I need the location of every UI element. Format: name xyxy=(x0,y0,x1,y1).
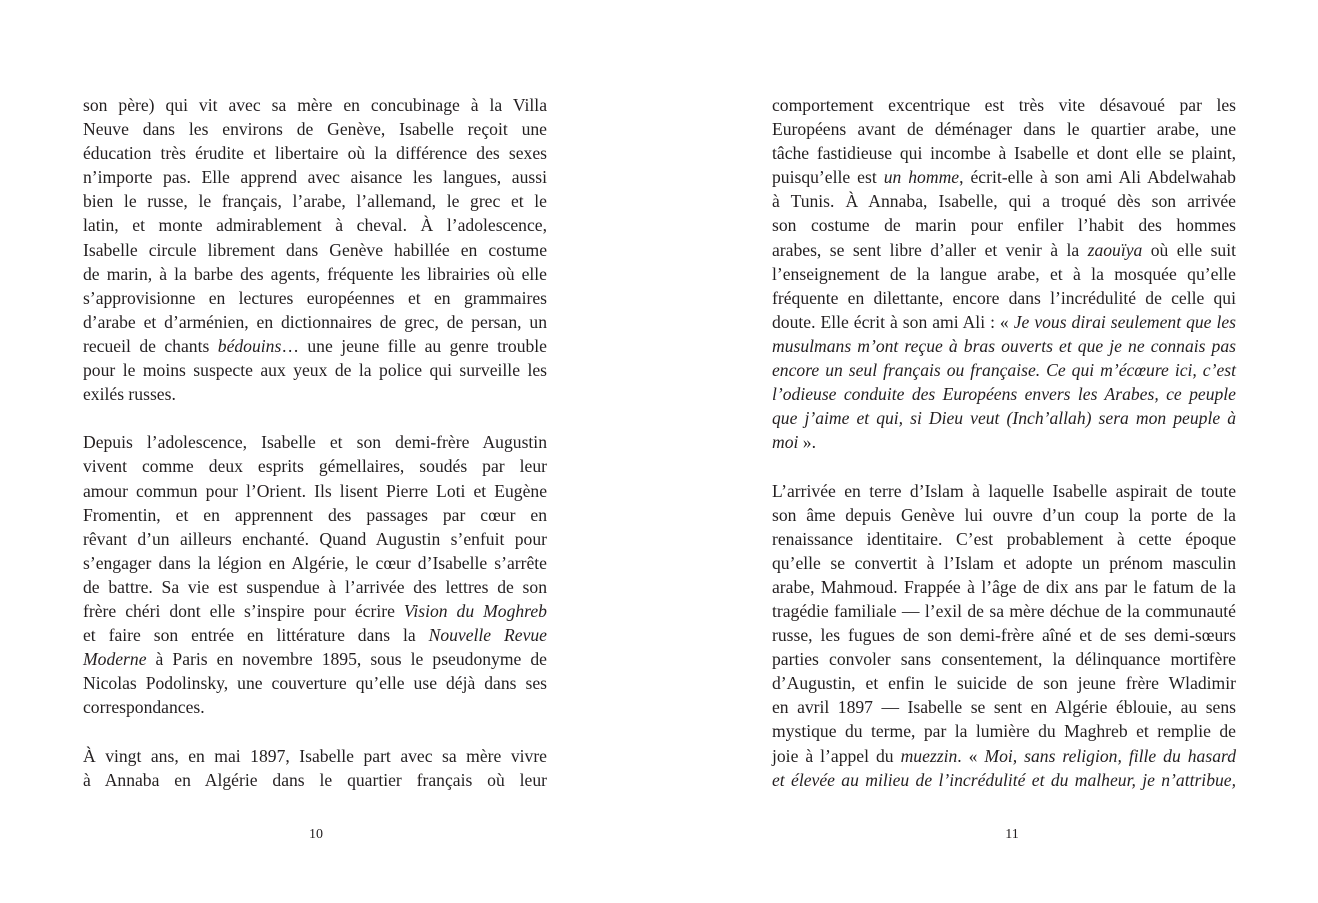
text-line xyxy=(83,575,547,599)
page-number: 10 xyxy=(309,827,323,842)
italic-text: Je vous dirai seulement que les xyxy=(1013,311,1236,332)
text-line xyxy=(772,623,1236,647)
italic-text: bédouins xyxy=(217,335,282,356)
text-run: amour commun pour l’Orient. Ils lisent Pierre Loti et Eugène xyxy=(83,480,547,501)
italic-text: Vision du Moghreb xyxy=(403,600,547,621)
text-line xyxy=(772,671,1236,695)
text-run: tâche fastidieuse qui incombe à Isabelle et dont elle se plaint, xyxy=(772,143,1236,164)
paragraph-gap xyxy=(83,406,547,430)
text-line xyxy=(83,671,547,695)
text-run: tragédie familiale — l’exil de sa mère déchue de la communauté xyxy=(772,600,1236,621)
text-run: Neuve dans les environs de Genève, Isabelle reçoit une xyxy=(83,119,547,140)
text-run: à Tunis. À Annaba, Isabelle, qui a troqué dès son arrivée xyxy=(772,191,1236,212)
text-line xyxy=(83,93,547,117)
text-line xyxy=(83,262,547,286)
text-line xyxy=(772,93,1236,117)
text-line xyxy=(772,286,1236,310)
text-run: recueil de chants xyxy=(83,335,218,356)
text-run: s’engager dans la légion en Algérie, le cœur d’Isabelle s’arrête xyxy=(83,552,547,573)
italic-text: moi xyxy=(772,432,799,453)
text-run: arabe, Mahmoud. Frappée à l’âge de dix ans par le fatum de la xyxy=(772,576,1236,597)
text-run: son costume de marin pour enfiler l’habit des hommes xyxy=(772,215,1236,236)
text-line xyxy=(772,647,1236,671)
text-run: parties convoler sans consentement, la délinquance mortifère xyxy=(772,649,1236,670)
text-line xyxy=(83,768,547,792)
italic-text: musulmans m’ont reçue à bras ouverts et que je ne connais pas xyxy=(772,335,1236,356)
text-run: russe, les fugues de son demi-frère aîné et de ses demi-sœurs xyxy=(772,625,1236,646)
text-line xyxy=(83,141,547,165)
text-run: , écrit-elle à son ami Ali Abdelwahab xyxy=(959,167,1236,188)
text-run: frère chéri dont elle s’inspire pour écrire xyxy=(83,600,404,621)
text-run: À vingt ans, en mai 1897, Isabelle part avec sa mère vivre xyxy=(83,745,547,766)
text-run: Isabelle circule librement dans Genève habillée en costume xyxy=(83,239,547,260)
text-line xyxy=(772,695,1236,719)
text-line xyxy=(83,286,547,310)
text-run: fréquente en dilettante, encore dans l’incrédulité de celle qui xyxy=(772,287,1236,308)
text-line xyxy=(83,454,547,478)
text-line xyxy=(772,768,1236,792)
text-line xyxy=(772,575,1236,599)
text-run: latin, et monte admirablement à cheval. À l’adolescence, xyxy=(83,215,547,236)
text-run: Fromentin, et en apprennent des passages par cœur en xyxy=(83,504,547,525)
text-run: en avril 1897 — Isabelle se sent en Algérie éblouie, au sens xyxy=(772,697,1236,718)
text-line xyxy=(83,334,547,358)
text-line xyxy=(772,719,1236,743)
text-line xyxy=(772,358,1236,382)
text-run: rêvant d’un ailleurs enchanté. Quand Augustin s’enfuit pour xyxy=(83,528,547,549)
left-page-body xyxy=(83,93,547,792)
text-line xyxy=(83,503,547,527)
paragraph xyxy=(83,93,547,406)
text-line xyxy=(772,479,1236,503)
text-run: . « xyxy=(957,745,985,766)
text-run: Nicolas Podolinsky, une couverture qu’elle use déjà dans ses xyxy=(83,673,547,694)
text-run: à Annaba en Algérie dans le quartier français où leur xyxy=(83,769,547,790)
text-line xyxy=(772,262,1236,286)
text-line xyxy=(83,430,547,454)
text-run: de marin, à la barbe des agents, fréquente les librairies où elle xyxy=(83,263,547,284)
text-line xyxy=(83,623,547,647)
text-line xyxy=(83,213,547,237)
right-page xyxy=(659,0,1318,903)
text-line xyxy=(772,406,1236,430)
text-run: son père) qui vit avec sa mère en concubinage à la Villa xyxy=(83,95,547,115)
text-run: éducation très érudite et libertaire où la différence des sexes xyxy=(83,143,547,164)
italic-text: un homme xyxy=(883,167,960,188)
paragraph-gap xyxy=(772,454,1236,478)
text-line xyxy=(83,479,547,503)
text-run: où elle suit xyxy=(1142,239,1236,260)
paragraph xyxy=(83,744,547,792)
text-run: son âme depuis Genève lui ouvre d’un coup la porte de la xyxy=(772,504,1236,525)
text-line xyxy=(772,213,1236,237)
text-line xyxy=(83,527,547,551)
text-line xyxy=(83,238,547,262)
text-line xyxy=(772,744,1236,768)
text-run: d’arabe et d’arménien, en dictionnaires de grec, de persan, un xyxy=(83,311,547,332)
text-run: ». xyxy=(798,432,816,453)
text-line xyxy=(772,599,1236,623)
text-run: mystique du terme, par la lumière du Maghreb et remplie de xyxy=(772,721,1236,742)
italic-text: Nouvelle Revue xyxy=(428,625,547,646)
text-run: s’approvisionne en lectures européennes et en grammaires xyxy=(83,287,547,308)
page-number: 11 xyxy=(1005,827,1019,842)
text-run: doute. Elle écrit à son ami Ali : « xyxy=(772,311,1014,332)
right-page-body xyxy=(772,93,1236,792)
text-run: puisqu’elle est xyxy=(772,167,884,188)
text-line xyxy=(772,238,1236,262)
text-run: Depuis l’adolescence, Isabelle et son demi-frère Augustin xyxy=(83,432,547,453)
text-run: l’enseignement de la langue arabe, et à la mosquée qu’elle xyxy=(772,263,1236,284)
text-run: bien le russe, le français, l’arabe, l’allemand, le grec et le xyxy=(83,191,547,212)
text-line xyxy=(772,382,1236,406)
text-run: vivent comme deux esprits gémellaires, soudés par leur xyxy=(83,456,547,477)
text-run: n’importe pas. Elle apprend avec aisance les langues, aussi xyxy=(83,167,547,188)
text-line xyxy=(772,165,1236,189)
italic-text: Moderne xyxy=(83,649,147,670)
text-line xyxy=(83,358,547,382)
text-run: et faire son entrée en littérature dans la xyxy=(83,625,429,646)
paragraph xyxy=(772,93,1236,454)
text-line xyxy=(772,551,1236,575)
text-line xyxy=(83,695,547,719)
italic-text: zaouïya xyxy=(1087,239,1143,260)
text-line xyxy=(83,647,547,671)
text-run: qu’elle se convertit à l’Islam et adopte un prénom masculin xyxy=(772,552,1236,573)
text-run: correspondances. xyxy=(83,697,205,718)
text-line xyxy=(83,117,547,141)
text-line xyxy=(83,551,547,575)
italic-text: Moi, sans religion, fille du hasard xyxy=(984,745,1236,766)
italic-text: que j’aime et qui, si Dieu veut (Inch’allah) sera mon peuple à xyxy=(772,408,1236,429)
italic-text: muezzin xyxy=(900,745,958,766)
text-line xyxy=(772,334,1236,358)
text-run: exilés russes. xyxy=(83,384,176,405)
text-line xyxy=(83,599,547,623)
text-run: joie à l’appel du xyxy=(772,745,901,766)
paragraph xyxy=(772,479,1236,792)
text-line xyxy=(83,189,547,213)
text-line xyxy=(772,189,1236,213)
text-run: à Paris en novembre 1895, sous le pseudonyme de xyxy=(146,649,547,670)
text-line xyxy=(772,117,1236,141)
text-run: pour le moins suspecte aux yeux de la police qui surveille les xyxy=(83,360,547,381)
italic-text: encore un seul français ou française. Ce qui m’écœure ici, c’est xyxy=(772,360,1236,381)
text-line xyxy=(83,744,547,768)
text-run: renaissance identitaire. C’est probablement à cette époque xyxy=(772,528,1236,549)
text-run: … une jeune fille au genre trouble xyxy=(281,335,547,356)
text-line xyxy=(83,310,547,334)
text-line xyxy=(772,430,1236,454)
paragraph-gap xyxy=(83,719,547,743)
text-line xyxy=(772,141,1236,165)
text-line xyxy=(772,503,1236,527)
text-run: L’arrivée en terre d’Islam à laquelle Isabelle aspirait de toute xyxy=(772,480,1236,501)
text-line xyxy=(772,527,1236,551)
paragraph xyxy=(83,430,547,719)
text-run: de battre. Sa vie est suspendue à l’arrivée des lettres de son xyxy=(83,576,547,597)
text-line xyxy=(83,165,547,189)
text-run: Européens avant de déménager dans le quartier arabe, une xyxy=(772,119,1236,140)
text-run: comportement excentrique est très vite désavoué par les xyxy=(772,95,1236,115)
italic-text: l’odieuse conduite des Européens envers les Arabes, ce peuple xyxy=(772,384,1236,405)
text-run: d’Augustin, et enfin le suicide de son jeune frère Wladimir xyxy=(772,673,1236,694)
text-run: arabes, se sent libre d’aller et venir à la xyxy=(772,239,1088,260)
text-line xyxy=(772,310,1236,334)
text-line xyxy=(83,382,547,406)
italic-text: et élevée au milieu de l’incrédulité et du malheur, je n’attribue, xyxy=(772,769,1236,790)
